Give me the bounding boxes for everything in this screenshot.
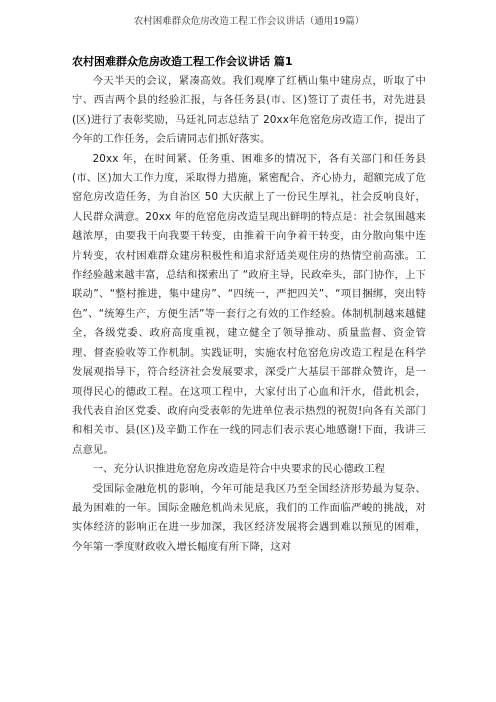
section-title: 农村困难群众危房改造工程工作会议讲话 篇1 — [72, 55, 293, 68]
paragraph: 今天半天的会议，紧凑高效。我们观摩了红栖山集中建房点，听取了中宁、西吉两个县的经验汇报，与各任务县(市、区)签订了责任书，对先进县 (区)进行了表彰奖励，马廷礼同志总结了 20xx年危窑危房改造工作，提出了今年的工作任务，会后请同志们抓好落实。 — [72, 75, 426, 146]
document-body — [72, 72, 426, 557]
section-heading: 一、充分认识推进危窑危房改造是符合中央要求的民心德政工程 — [92, 463, 386, 476]
paragraph: 20xx 年，在时间紧、任务重、困难多的情况下，各有关部门和任务县 (市、区)加大工作力度，采取得力措施，紧密配合、齐心协力，超额完成了危窑危房改造任务，为自治区 50 大庆献上了一份民生厚礼，社会反响良好，人民群众满意。20xx 年的危窑危房改造呈现出鲜明的特点是：社会氛围越来越浓厚，由要我干向我要干转变，由推着干向争着干转变，由分散向集中连片转变，农村困难群众建房积极性和追求舒适美观住房的热情空前高涨。工作经验越来越丰富，总结和探索出了 “政府主导，民政牵头，部门协作，上下联动”、“整村推进，集中建房”、“四统一，严把四关”、“项目捆绑，突出特色”、“统筹生产，方便生活”等一套行之有效的工作经验。体制机制越来越健全，各级党委、政府高度重视，建立健全了领导推动、质量监督、资金管理、督查验收等工作机制。实践证明，实施农村危窑危房改造工程是在科学发展观指导下，符合经济社会发展要求，深受广大基层干部群众赞许，是一项得民心的德政工程。在这项工程中，大家付出了心血和汗水，借此机会，我代表自治区党委、政府向受表彰的先进单位表示热烈的祝贺!向各有关部门和相关市、县(区)及辛勤工作在一线的同志们表示衷心地感谢!下面，我讲三点意见。 — [72, 152, 426, 456]
document-header: 农村困难群众危房改造工程工作会议讲话（通用19篇） — [133, 16, 365, 27]
paragraph: 受国际金融危机的影响，今年可能是我区乃至全国经济形势最为复杂、最为困难的一年。国际金融危机尚未见底，我们的工作面临严峻的挑战，对实体经济的影响正在进一步加深，我区经济发展将会遇到难以预见的困难，今年第一季度财政收入增长幅度有所下降，这对 — [72, 482, 426, 553]
